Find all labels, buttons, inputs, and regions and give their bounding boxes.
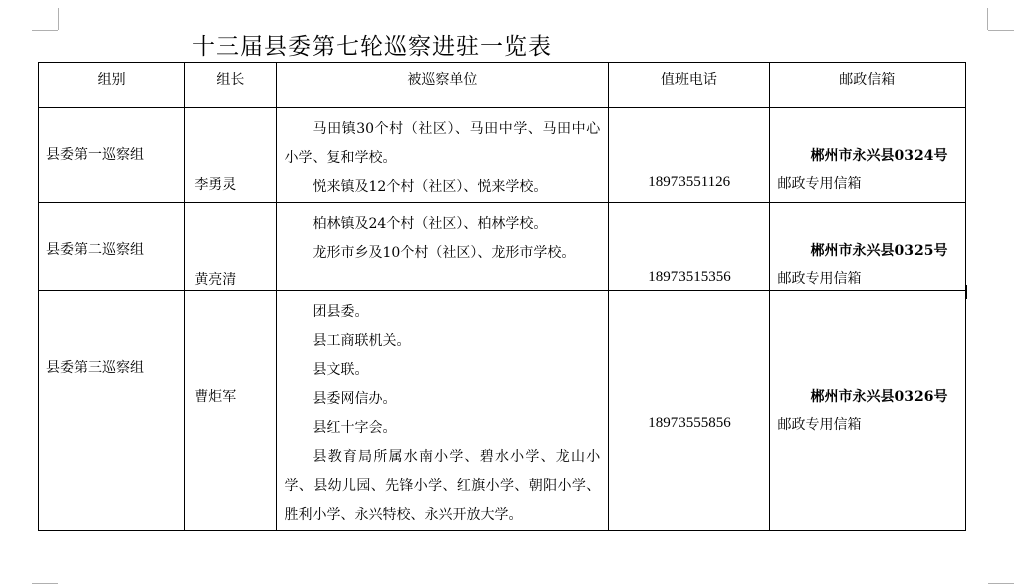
mailbox-line1: 郴州市永兴县0325号 [810, 243, 948, 259]
header-units-label: 被巡察单位 [407, 72, 478, 88]
leader-name: 曹炬军 [194, 389, 237, 405]
phone-number: 18973551126 [648, 174, 731, 190]
header-mailbox [769, 63, 965, 108]
inspection-table [38, 62, 966, 531]
group-name: 县委第三巡察组 [46, 360, 144, 376]
header-phone-label: 值班电话 [660, 72, 717, 88]
unit-entry: 柏林镇及24个村（社区）、柏林学校。 [312, 216, 548, 232]
unit-entry: 县文联。 [312, 362, 369, 378]
leader-name: 李勇灵 [194, 177, 237, 193]
phone-number: 18973555856 [648, 415, 731, 431]
mailbox-line1: 郴州市永兴县0326号 [810, 389, 948, 405]
phone-cell [609, 291, 769, 531]
mailbox-line2: 邮政专用信箱 [777, 271, 862, 287]
crop-mark-bottom-right-h [988, 583, 1014, 584]
group-cell [39, 291, 185, 531]
table-row [39, 108, 966, 203]
header-group [39, 63, 185, 108]
unit-entry: 悦来镇及12个村（社区）、悦来学校。 [312, 179, 548, 195]
unit-entry: 县委网信办。 [312, 391, 397, 407]
header-leader-label: 组长 [216, 72, 245, 88]
leader-cell [185, 108, 276, 203]
unit-entry: 团县委。 [312, 304, 369, 320]
document-title: 十三届县委第七轮巡察进驻一览表 [192, 34, 552, 60]
group-cell [39, 108, 185, 203]
table-row [39, 291, 966, 531]
leader-cell [185, 203, 276, 291]
mailbox-line2: 邮政专用信箱 [777, 417, 862, 433]
unit-entry: 县红十字会。 [312, 420, 397, 436]
table-header-row [39, 63, 966, 108]
group-name: 县委第一巡察组 [46, 147, 144, 163]
header-units [276, 63, 609, 108]
units-cell [276, 291, 609, 531]
crop-mark-bottom-left-h [32, 583, 58, 584]
unit-entry: 县教育局所属水南小学、碧水小学、龙山小学、县幼儿园、先锋小学、红旗小学、朝阳小学、胜利小学、永兴特校、永兴开放大学。 [284, 449, 601, 523]
crop-mark-top-right-v [987, 8, 988, 30]
mailbox-cell [769, 291, 965, 531]
phone-cell [609, 108, 769, 203]
unit-entry: 龙形市乡及10个村（社区）、龙形市学校。 [312, 245, 576, 261]
mailbox-cell [769, 108, 965, 203]
header-mailbox-label: 邮政信箱 [839, 72, 896, 88]
header-leader [185, 63, 276, 108]
units-cell [276, 108, 609, 203]
phone-cell [609, 203, 769, 291]
units-cell [276, 203, 609, 291]
leader-name: 黄亮清 [194, 272, 237, 288]
mailbox-cell [769, 203, 965, 291]
group-cell [39, 203, 185, 291]
header-phone [609, 63, 769, 108]
crop-mark-top-right-h [988, 30, 1014, 31]
table-row [39, 203, 966, 291]
mailbox-line2: 邮政专用信箱 [777, 176, 862, 192]
group-name: 县委第二巡察组 [46, 242, 144, 258]
leader-cell [185, 291, 276, 531]
text-cursor [965, 285, 967, 299]
crop-mark-top-left-h [32, 30, 58, 31]
header-group-label: 组别 [97, 72, 126, 88]
mailbox-line1: 郴州市永兴县0324号 [810, 148, 948, 164]
crop-mark-top-left-v [58, 8, 59, 30]
unit-entry: 县工商联机关。 [312, 333, 411, 349]
phone-number: 18973515356 [648, 269, 731, 285]
unit-entry: 马田镇30个村（社区）、马田中学、马田中心小学、复和学校。 [284, 121, 601, 166]
